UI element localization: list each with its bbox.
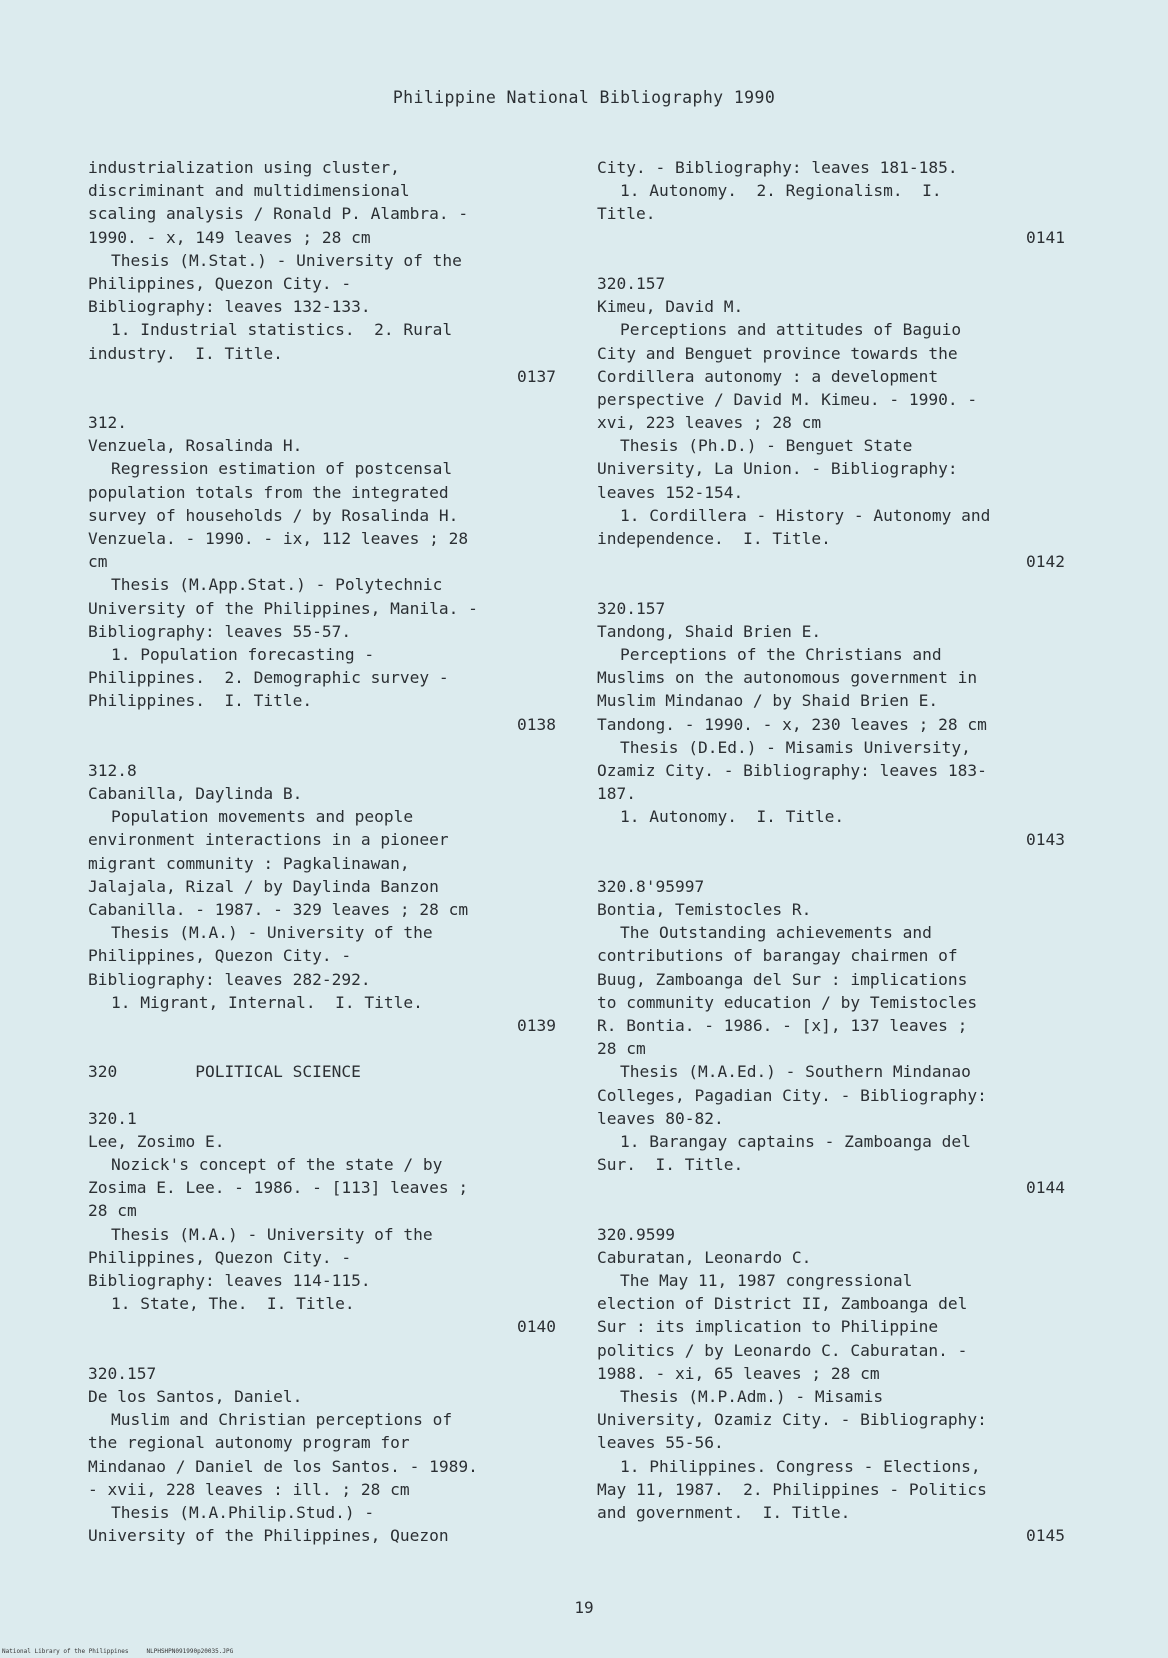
- entry-line: survey of households / by Rosalinda H.: [88, 505, 459, 525]
- bibliography-entry: [88, 411, 556, 736]
- entry-line: Philippines. 2. Demographic survey -: [88, 668, 449, 688]
- entry-line: Thesis (M.A.Philip.Stud.) -: [111, 1502, 375, 1522]
- entry-line: scaling analysis / Ronald P. Alambra. -: [88, 204, 469, 224]
- entry-line: University, La Union. - Bibliography:: [597, 459, 958, 479]
- entry-line: Colleges, Pagadian City. - Bibliography:: [597, 1085, 987, 1105]
- entry-line: 1. Cordillera - History - Autonomy and: [620, 505, 991, 525]
- entry-line: Philippines, Quezon City. -: [88, 946, 352, 966]
- entry-line: May 11, 1987. 2. Philippines - Politics: [597, 1479, 987, 1499]
- entry-number: 0139: [517, 1015, 556, 1035]
- entry-spacer: [597, 1199, 1065, 1222]
- entry-line: discriminant and multidimensional: [88, 181, 410, 201]
- entry-line: 1990. - x, 149 leaves ; 28 cm: [88, 227, 371, 247]
- entry-line: 28 cm: [597, 1039, 646, 1059]
- entry-spacer: [88, 388, 556, 411]
- bibliography-entry: [597, 597, 1065, 852]
- left-column: [88, 156, 556, 1547]
- entry-line: 1. Barangay captains - Zamboanga del: [620, 1131, 971, 1151]
- entry-line: 1988. - xi, 65 leaves ; 28 cm: [597, 1363, 880, 1383]
- entry-line: Title.: [597, 204, 656, 224]
- bibliography-entry: [88, 1107, 556, 1339]
- entry-line: Bibliography: leaves 132-133.: [88, 297, 371, 317]
- entry-line: Lee, Zosimo E.: [88, 1131, 225, 1151]
- entry-line: 1. Migrant, Internal. I. Title.: [111, 992, 423, 1012]
- entry-line: Regression estimation of postcensal: [111, 459, 453, 479]
- entry-line: Cabanilla. - 1987. - 329 leaves ; 28 cm: [88, 900, 469, 919]
- entry-line: 187.: [597, 784, 636, 804]
- right-column: [597, 156, 1065, 1547]
- entry-line: Muslim Mindanao / by Shaid Brien E.: [597, 691, 939, 711]
- entry-number: 0142: [1026, 552, 1065, 572]
- entry-line: 1. State, The. I. Title.: [111, 1294, 355, 1314]
- entry-line: 312.8: [88, 760, 137, 780]
- entry-line: Thesis (M.App.Stat.) - Polytechnic: [111, 575, 443, 595]
- entry-line: population totals from the integrated: [88, 482, 449, 502]
- entry-line: 312.: [88, 413, 127, 433]
- entry-line: City and Benguet province towards the: [597, 343, 958, 363]
- entry-line: Bontia, Temistocles R.: [597, 900, 812, 919]
- bibliography-entry: [597, 875, 1065, 1200]
- entry-line: 1. Autonomy. I. Title.: [620, 807, 845, 827]
- entry-line: xvi, 223 leaves ; 28 cm: [597, 413, 822, 433]
- entry-line: University of the Philippines, Manila. -: [88, 598, 478, 618]
- entry-line: Bibliography: leaves 282-292.: [88, 969, 371, 989]
- bibliography-entry: [88, 759, 556, 1037]
- entry-line: leaves 55-56.: [597, 1433, 724, 1453]
- entry-line: - xvii, 228 leaves : ill. ; 28 cm: [88, 1479, 410, 1499]
- bibliography-entry: [88, 1362, 556, 1548]
- entry-line: migrant community : Pagkalinawan,: [88, 853, 410, 873]
- entry-line: The May 11, 1987 congressional: [620, 1271, 913, 1290]
- entry-number: 0140: [517, 1317, 556, 1337]
- entry-line: Tandong, Shaid Brien E.: [597, 621, 822, 641]
- entry-line: perspective / David M. Kimeu. - 1990. -: [597, 389, 978, 409]
- entry-line: Philippines, Quezon City. -: [88, 1247, 352, 1267]
- entry-line: Ozamiz City. - Bibliography: leaves 183-: [597, 760, 987, 780]
- entry-spacer: [597, 249, 1065, 272]
- entry-line: Tandong. - 1990. - x, 230 leaves ; 28 cm: [597, 714, 987, 734]
- entry-line: Thesis (M.A.) - University of the: [111, 923, 433, 943]
- entry-line: independence. I. Title.: [597, 529, 831, 548]
- entry-number: 0141: [1026, 227, 1065, 247]
- entry-line: to community education / by Temistocles: [597, 992, 978, 1012]
- entry-line: 1. Industrial statistics. 2. Rural: [111, 320, 453, 340]
- bibliography-entry: [597, 272, 1065, 573]
- bibliography-entry: [597, 1223, 1065, 1548]
- entry-spacer: [88, 1339, 556, 1362]
- entry-line: De los Santos, Daniel.: [88, 1386, 303, 1406]
- entry-line: Thesis (Ph.D.) - Benguet State: [620, 436, 913, 456]
- entry-line: Sur : its implication to Philippine: [597, 1317, 939, 1337]
- entry-line: Muslims on the autonomous government in: [597, 668, 978, 688]
- entry-line: Muslim and Christian perceptions of: [111, 1410, 453, 1430]
- entry-line: environment interactions in a pioneer: [88, 830, 449, 850]
- entry-number: 0144: [1026, 1178, 1065, 1198]
- entry-line: Sur. I. Title.: [597, 1155, 744, 1175]
- entry-line: University, Ozamiz City. - Bibliography:: [597, 1410, 987, 1430]
- entry-spacer: [597, 573, 1065, 596]
- entry-line: cm: [88, 552, 108, 572]
- entry-line: industrialization using cluster,: [88, 158, 400, 177]
- entry-spacer: [88, 1037, 556, 1060]
- entry-line: Perceptions of the Christians and: [620, 644, 942, 664]
- entry-line: 28 cm: [88, 1201, 137, 1221]
- entry-line: 1. Philippines. Congress - Elections,: [620, 1456, 981, 1476]
- entry-line: Thesis (M.A.Ed.) - Southern Mindanao: [620, 1062, 971, 1082]
- entry-line: Cordillera autonomy : a development: [597, 366, 939, 386]
- entry-line: The Outstanding achievements and: [620, 923, 932, 943]
- entry-line: 1. Population forecasting -: [111, 644, 375, 664]
- entry-line: 320.157: [88, 1363, 157, 1383]
- entry-line: Venzuela. - 1990. - ix, 112 leaves ; 28: [88, 529, 469, 548]
- entry-line: Thesis (M.Stat.) - University of the: [111, 250, 462, 270]
- entry-line: Venzuela, Rosalinda H.: [88, 436, 303, 456]
- entry-line: Mindanao / Daniel de los Santos. - 1989.: [88, 1456, 478, 1476]
- entry-line: Philippines, Quezon City. -: [88, 273, 352, 293]
- bibliography-entry: [597, 156, 1065, 249]
- entry-line: Zosima E. Lee. - 1986. - [113] leaves ;: [88, 1178, 469, 1198]
- entry-number: 0145: [1026, 1526, 1065, 1546]
- entry-number: 0137: [517, 366, 556, 386]
- entry-line: Philippines. I. Title.: [88, 691, 313, 711]
- entry-line: leaves 152-154.: [597, 482, 744, 502]
- entry-spacer: [88, 1084, 556, 1107]
- page-header: Philippine National Bibliography 1990: [392, 88, 776, 107]
- entry-number: 0138: [517, 714, 556, 734]
- entry-line: Thesis (M.A.) - University of the: [111, 1224, 433, 1244]
- entry-line: Cabanilla, Daylinda B.: [88, 784, 303, 804]
- entry-line: 1. Autonomy. 2. Regionalism. I.: [620, 181, 942, 201]
- entry-line: Jalajala, Rizal / by Daylinda Banzon: [88, 876, 439, 896]
- entry-line: leaves 80-82.: [597, 1108, 724, 1128]
- entry-line: Kimeu, David M.: [597, 297, 744, 317]
- entry-line: 320.157: [597, 598, 666, 618]
- entry-line: University of the Philippines, Quezon: [88, 1526, 449, 1546]
- entry-line: Nozick's concept of the state / by: [111, 1155, 443, 1175]
- entry-line: election of District II, Zamboanga del: [597, 1294, 968, 1314]
- entry-line: Perceptions and attitudes of Baguio: [620, 320, 962, 340]
- entry-line: 320.157: [597, 273, 666, 293]
- page-number: 19: [574, 1598, 594, 1617]
- entry-line: Bibliography: leaves 55-57.: [88, 621, 352, 641]
- entry-line: Thesis (D.Ed.) - Misamis University,: [620, 737, 971, 757]
- entry-line: the regional autonomy program for: [88, 1433, 410, 1453]
- entry-line: Population movements and people: [111, 807, 414, 827]
- entry-number: 0143: [1026, 830, 1065, 850]
- entry-line: Bibliography: leaves 114-115.: [88, 1271, 371, 1290]
- entry-spacer: [88, 736, 556, 759]
- entry-line: industry. I. Title.: [88, 343, 283, 363]
- entry-line: 320.1: [88, 1108, 137, 1128]
- entry-line: politics / by Leonardo C. Caburatan. -: [597, 1340, 968, 1360]
- entry-line: R. Bontia. - 1986. - [x], 137 leaves ;: [597, 1015, 968, 1035]
- entry-line: and government. I. Title.: [597, 1502, 851, 1522]
- entry-spacer: [597, 852, 1065, 875]
- entry-line: contributions of barangay chairmen of: [597, 946, 958, 966]
- bibliography-entry: [88, 156, 556, 388]
- entry-line: Buug, Zamboanga del Sur : implications: [597, 969, 968, 989]
- entry-line: 320.8'95997: [597, 876, 705, 896]
- section-heading: 320 POLITICAL SCIENCE: [88, 1062, 361, 1082]
- entry-line: Thesis (M.P.Adm.) - Misamis: [620, 1386, 884, 1406]
- scan-footer: National Library of the Philippines NLPHSHPN091990p20035.JPG: [2, 1648, 234, 1655]
- entry-line: 320.9599: [597, 1224, 675, 1244]
- entry-line: City. - Bibliography: leaves 181-185.: [597, 158, 958, 177]
- entry-line: Caburatan, Leonardo C.: [597, 1247, 812, 1267]
